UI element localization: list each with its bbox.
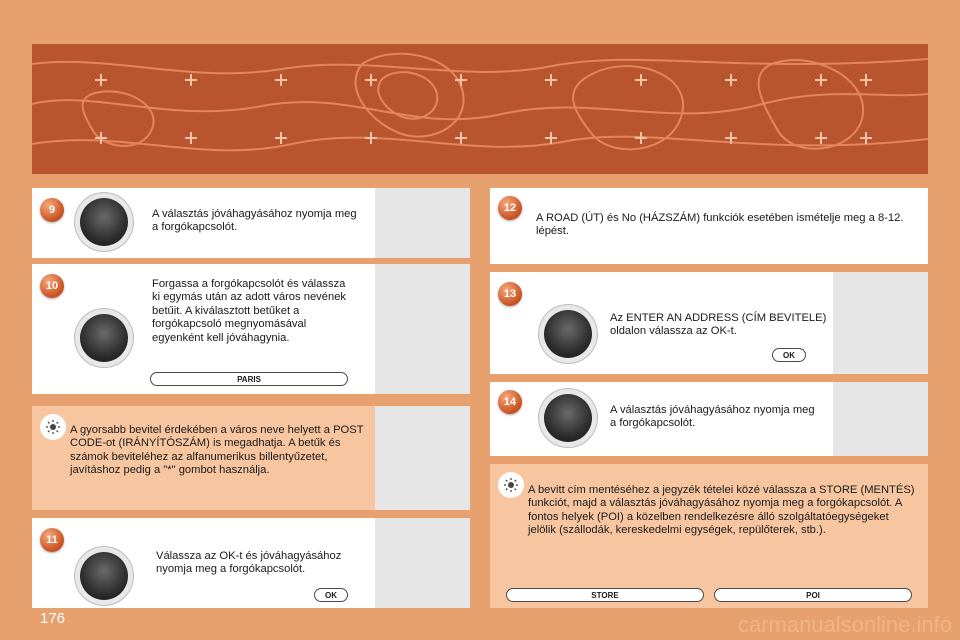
control-panel-illustration — [833, 272, 928, 374]
city-name-field: PARIS — [150, 372, 348, 386]
poi-button[interactable]: POI — [714, 588, 912, 602]
step-14-text: A választás jóváhagyásához nyomja meg a forgókapcsolót. — [610, 404, 815, 430]
page-number: 176 — [40, 610, 66, 627]
rotary-knob-rotate-illustration — [544, 310, 592, 358]
contour-map-graphic — [32, 44, 928, 174]
tip-store-poi-text: A bevitt cím mentéséhez a jegyzék tételei közé válassza a STORE (MENTÉS) funkciót, majd a választás jóváhagyásához nyomja meg a forgókapcsolót. A fontos helyek (POI) a közelben rendelkezésre álló szolgáltatóegységeket jelölik (szállodák, kereskedelmi egységek, repülőterek, stb.). — [528, 484, 915, 537]
step-number-badge: 12 — [498, 196, 522, 220]
control-panel-illustration — [833, 382, 928, 456]
tip-card-postcode — [32, 406, 470, 510]
step-12-card — [490, 188, 928, 264]
control-panel-illustration — [375, 188, 470, 258]
step-14-card — [490, 382, 928, 456]
control-panel-illustration — [375, 518, 470, 608]
step-number-badge: 9 — [40, 198, 64, 222]
tip-card-store-poi — [490, 464, 928, 608]
rotary-knob-press-illustration — [80, 198, 128, 246]
step-10-card — [32, 264, 470, 394]
rotary-knob-press-illustration — [544, 394, 592, 442]
ok-button[interactable]: OK — [772, 348, 806, 362]
tip-postcode-text: A gyorsabb bevitel érdekében a város neve helyett a POST CODE-ot (IRÁNYÍTÓSZÁM) is megadhatja. A betűk és számok beviteléhez az alfanumerikus billentyűzetet, javításhoz pedig a "*" gombot használja. — [70, 424, 364, 477]
store-button[interactable]: STORE — [506, 588, 704, 602]
step-9-text: A választás jóváhagyásához nyomja meg a forgókapcsolót. — [152, 208, 357, 234]
ok-button[interactable]: OK — [314, 588, 348, 602]
step-11-card — [32, 518, 470, 608]
step-number-badge: 11 — [40, 528, 64, 552]
step-12-text: A ROAD (ÚT) és No (HÁZSZÁM) funkciók esetében ismételje meg a 8-12. lépést. — [536, 212, 904, 238]
lightbulb-tip-icon — [498, 472, 524, 498]
step-13-card — [490, 272, 928, 374]
control-panel-illustration — [375, 264, 470, 394]
watermark: carmanualsonline.info — [737, 612, 952, 637]
rotary-knob-rotate-illustration — [80, 314, 128, 362]
step-number-badge: 13 — [498, 282, 522, 306]
step-number-badge: 14 — [498, 390, 522, 414]
rotary-knob-press-illustration — [80, 552, 128, 600]
step-10-text: Forgassa a forgókapcsolót és válassza ki egymás után az adott város nevének betűit. A kiválasztott betűket a forgókapcsoló megnyomásával egyenként kell jóváhagynia. — [152, 278, 347, 344]
topographic-banner — [32, 44, 928, 174]
step-9-card — [32, 188, 470, 258]
step-11-text: Válassza az OK-t és jóváhagyásához nyomja meg a forgókapcsolót. — [156, 550, 342, 576]
step-13-text: Az ENTER AN ADDRESS (CÍM BEVITELE) oldalon válassza az OK-t. — [610, 312, 827, 338]
lightbulb-tip-icon — [40, 414, 66, 440]
step-number-badge: 10 — [40, 274, 64, 298]
alphanumeric-keypad-illustration — [375, 406, 470, 510]
